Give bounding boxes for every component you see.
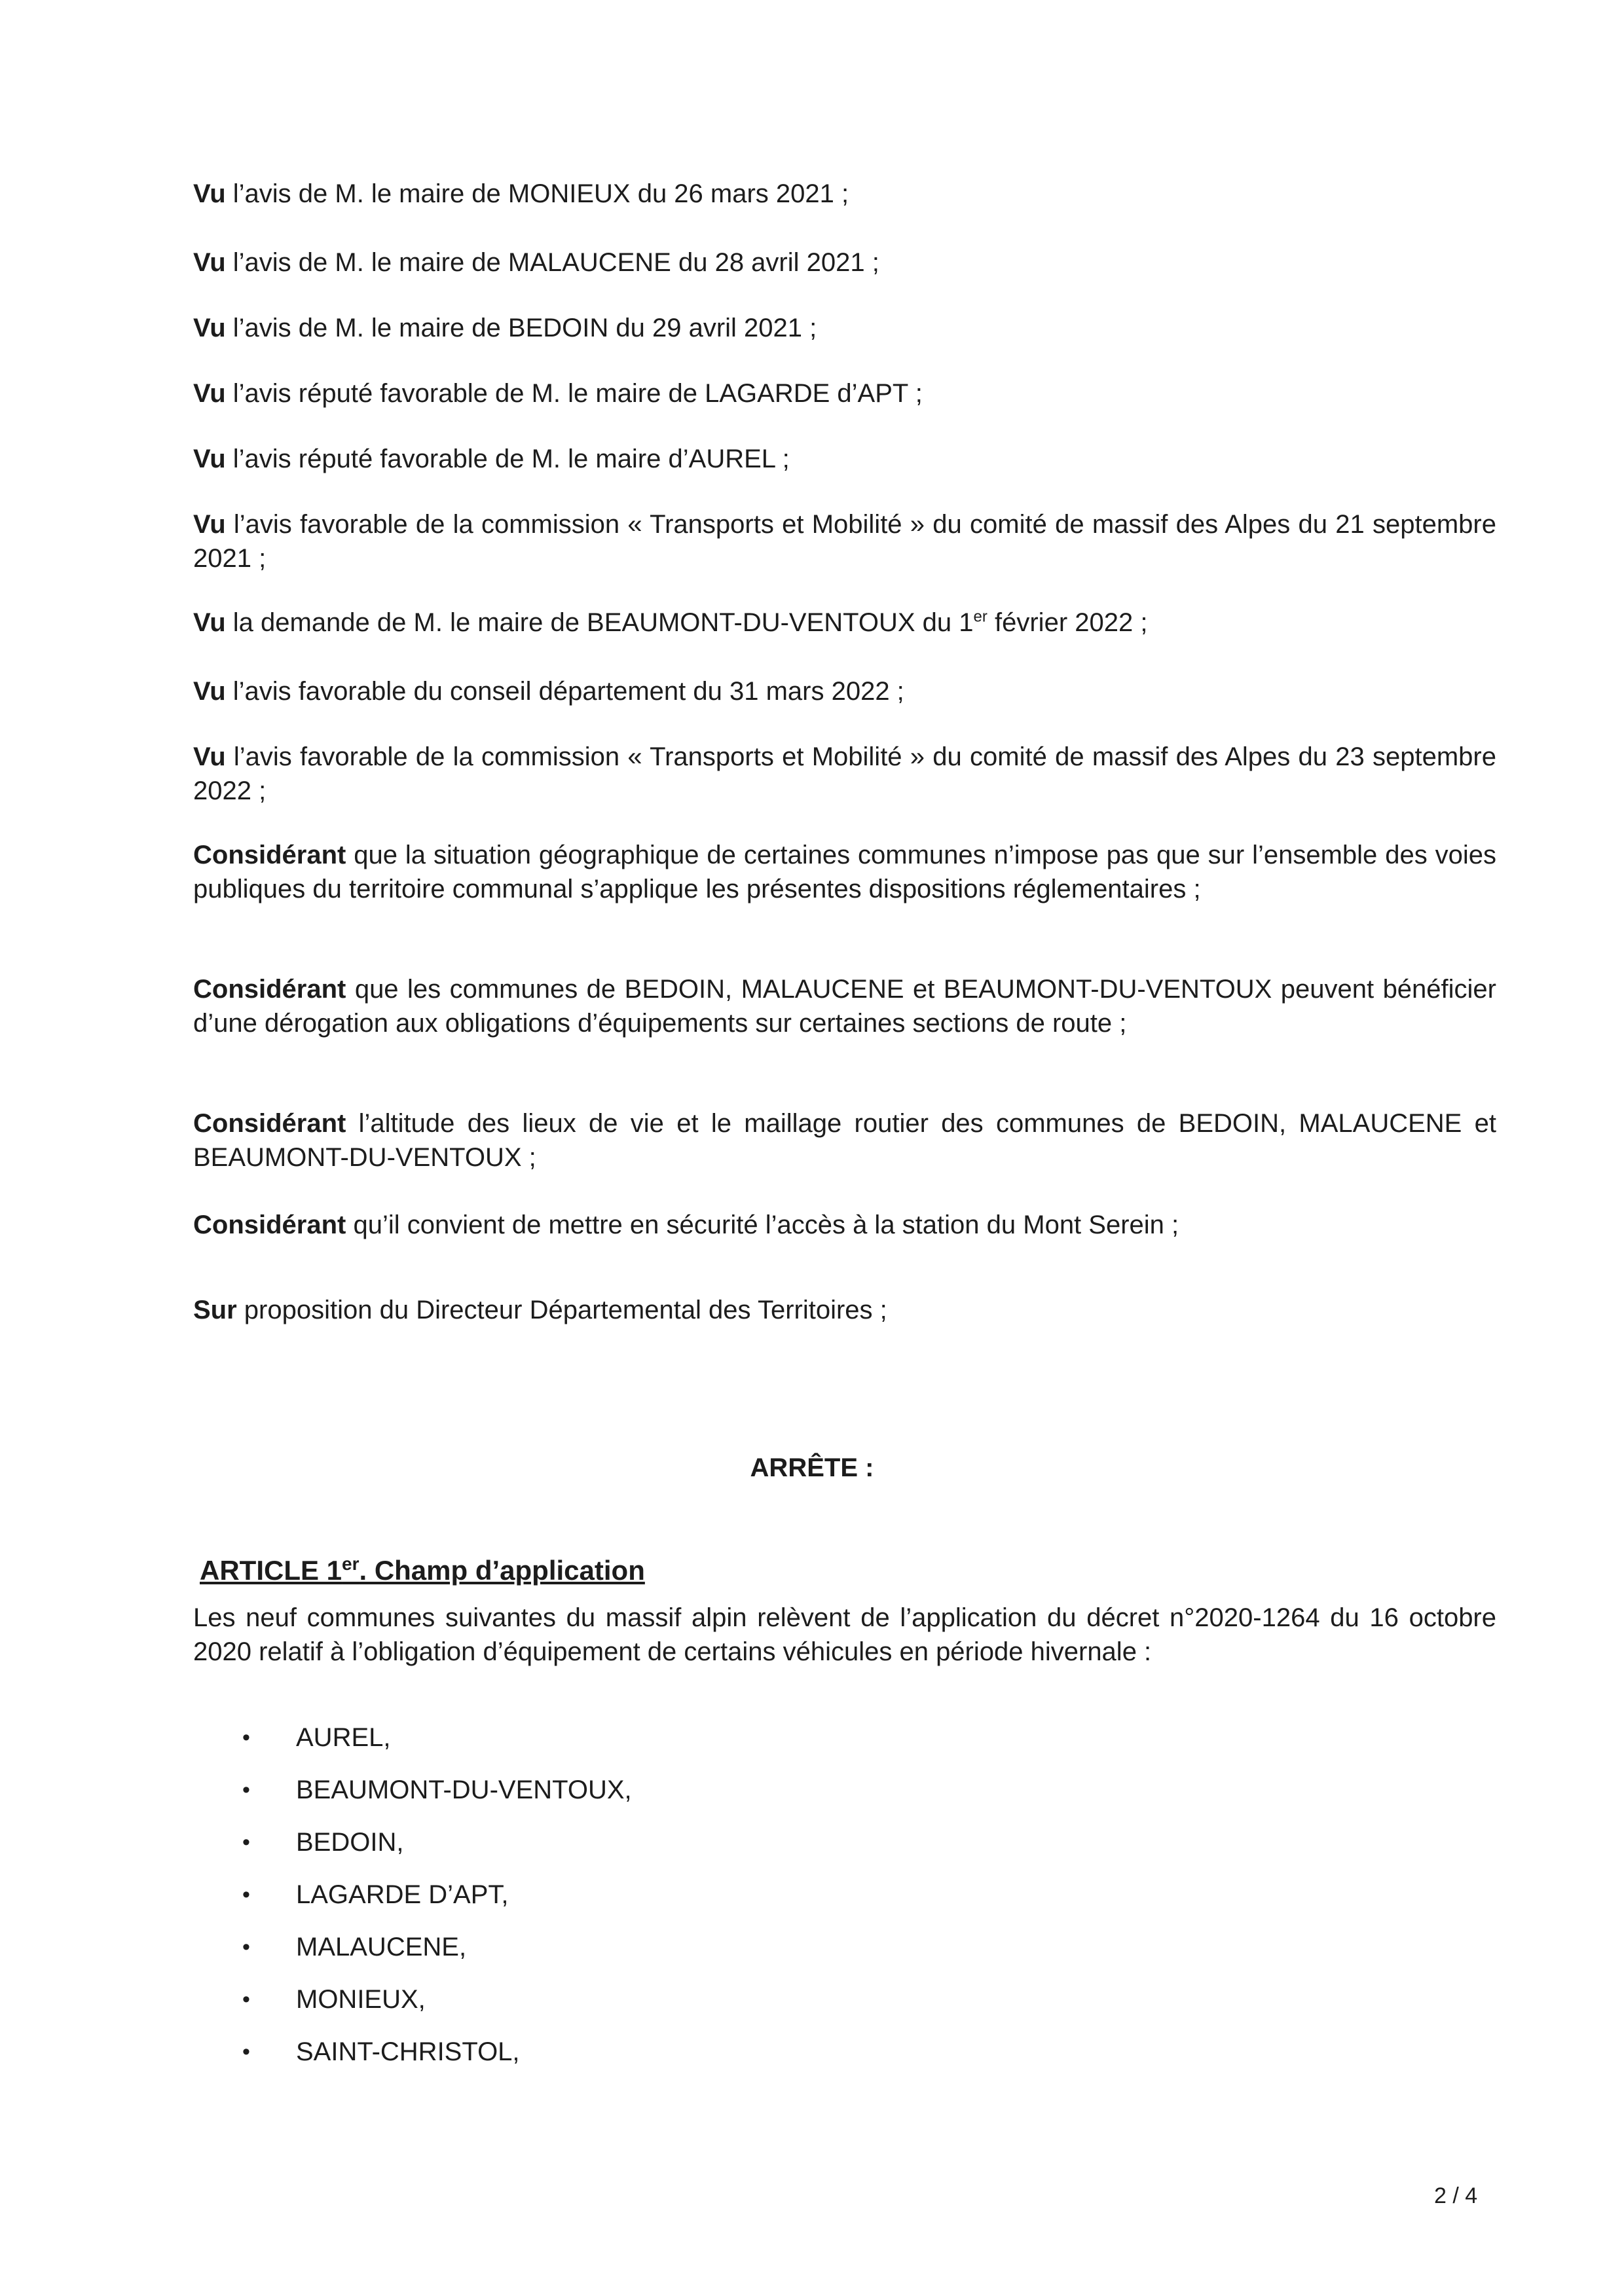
- list-item: [242, 1721, 632, 1773]
- list-item: [242, 1773, 632, 1825]
- consideration-lead: Vu: [193, 445, 226, 473]
- consideration-lead: Vu: [193, 510, 226, 539]
- consideration-lead: Vu: [193, 379, 226, 408]
- list-item: [242, 1982, 632, 2035]
- ordinal-superscript: er: [973, 608, 987, 626]
- consideration-malaucene: [193, 246, 1496, 280]
- consideration-text: proposition du Directeur Départemental des Territoires ;: [236, 1296, 887, 1324]
- page-number: 2 / 4: [1434, 2183, 1478, 2208]
- bullet-icon: •: [242, 2039, 250, 2064]
- bullet-icon: •: [242, 1987, 250, 2012]
- ordinal-superscript: er: [342, 1554, 360, 1574]
- consideration-lead: Considérant: [193, 841, 346, 869]
- consideration-text: l’avis de M. le maire de BEDOIN du 29 avril 2021 ;: [225, 314, 817, 342]
- considerant-situation-geographique: [193, 838, 1496, 906]
- consideration-text: l’avis de M. le maire de MALAUCENE du 28 avril 2021 ;: [225, 248, 879, 277]
- article-label: ARTICLE 1: [200, 1555, 342, 1586]
- considerant-mont-serein: [193, 1208, 1496, 1242]
- consideration-commission-2021: [193, 507, 1496, 575]
- consideration-lead: Considérant: [193, 1211, 346, 1239]
- consideration-text: la demande de M. le maire de BEAUMONT-DU-VENTOUX du 1: [225, 608, 974, 637]
- commune-name: MONIEUX,: [296, 1985, 426, 2014]
- bullet-icon: •: [242, 1882, 250, 1907]
- list-item: [242, 1930, 632, 1982]
- commune-name: BEAUMONT-DU-VENTOUX,: [296, 1776, 632, 1804]
- consideration-lagarde-dapt: [193, 376, 1496, 410]
- bullet-icon: •: [242, 1777, 250, 1802]
- arrete-title: ARRÊTE :: [750, 1453, 874, 1482]
- consideration-aurel: [193, 442, 1496, 476]
- consideration-lead: Vu: [193, 179, 226, 208]
- consideration-lead: Vu: [193, 742, 226, 771]
- commune-name: LAGARDE D’APT,: [296, 1880, 509, 1909]
- commune-name: MALAUCENE,: [296, 1933, 467, 1961]
- consideration-bedoin: [193, 311, 1496, 345]
- consideration-conseil-departement: [193, 674, 1496, 708]
- commune-name: AUREL,: [296, 1723, 391, 1752]
- bullet-icon: •: [242, 1935, 250, 1959]
- commune-name: BEDOIN,: [296, 1828, 404, 1857]
- consideration-lead: Considérant: [193, 1109, 346, 1138]
- consideration-commission-2022: [193, 740, 1496, 808]
- consideration-text: que la situation géographique de certaines communes n’impose pas que sur l’ensemble des voies publiques du territoire communal s’applique les présentes dispositions réglementaires ;: [193, 841, 1496, 903]
- consideration-text: l’altitude des lieux de vie et le maillage routier des communes de BEDOIN, MALAUCENE et BEAUMONT-DU-VENTOUX ;: [193, 1109, 1496, 1172]
- consideration-lead: Considérant: [193, 975, 346, 1004]
- bullet-icon: •: [242, 1830, 250, 1855]
- consideration-lead: Vu: [193, 677, 226, 706]
- list-item: [242, 2035, 632, 2087]
- list-item: [242, 1825, 632, 1878]
- list-item: [242, 1878, 632, 1930]
- consideration-text: l’avis favorable de la commission « Transports et Mobilité » du comité de massif des Alpes du 21 septembre 2021 ;: [193, 510, 1496, 573]
- communes-list: [242, 1721, 632, 2087]
- consideration-text: l’avis favorable de la commission « Transports et Mobilité » du comité de massif des Alpes du 23 septembre 2022 ;: [193, 742, 1496, 805]
- sur-proposition: [193, 1293, 1496, 1327]
- considerant-altitude: [193, 1106, 1496, 1175]
- consideration-text: l’avis favorable du conseil département du 31 mars 2022 ;: [225, 677, 904, 706]
- consideration-lead: Vu: [193, 248, 226, 277]
- consideration-monieux: [193, 177, 1496, 211]
- bullet-icon: •: [242, 1725, 250, 1750]
- consideration-beaumont-request: [193, 606, 1496, 640]
- article-1-heading: [200, 1555, 645, 1586]
- consideration-text: l’avis réputé favorable de M. le maire de LAGARDE d’APT ;: [225, 379, 923, 408]
- considerant-derogation: [193, 972, 1496, 1040]
- consideration-text: l’avis réputé favorable de M. le maire d’AUREL ;: [225, 445, 790, 473]
- consideration-text: que les communes de BEDOIN, MALAUCENE et BEAUMONT-DU-VENTOUX peuvent bénéficier d’une dérogation aux obligations d’équipements sur certaines sections de route ;: [193, 975, 1496, 1038]
- consideration-text: l’avis de M. le maire de MONIEUX du 26 mars 2021 ;: [225, 179, 849, 208]
- consideration-lead: Sur: [193, 1296, 237, 1324]
- article-1-intro: Les neuf communes suivantes du massif alpin relèvent de l’application du décret n°2020-1264 du 16 octobre 2020 relatif à l’obligation d’équipement de certains véhicules en période hivernale :: [193, 1603, 1496, 1666]
- consideration-lead: Vu: [193, 314, 226, 342]
- consideration-text: février 2022 ;: [987, 608, 1148, 637]
- commune-name: SAINT-CHRISTOL,: [296, 2037, 520, 2066]
- consideration-lead: Vu: [193, 608, 226, 637]
- consideration-text: qu’il convient de mettre en sécurité l’accès à la station du Mont Serein ;: [346, 1211, 1179, 1239]
- article-title: . Champ d’application: [359, 1555, 645, 1586]
